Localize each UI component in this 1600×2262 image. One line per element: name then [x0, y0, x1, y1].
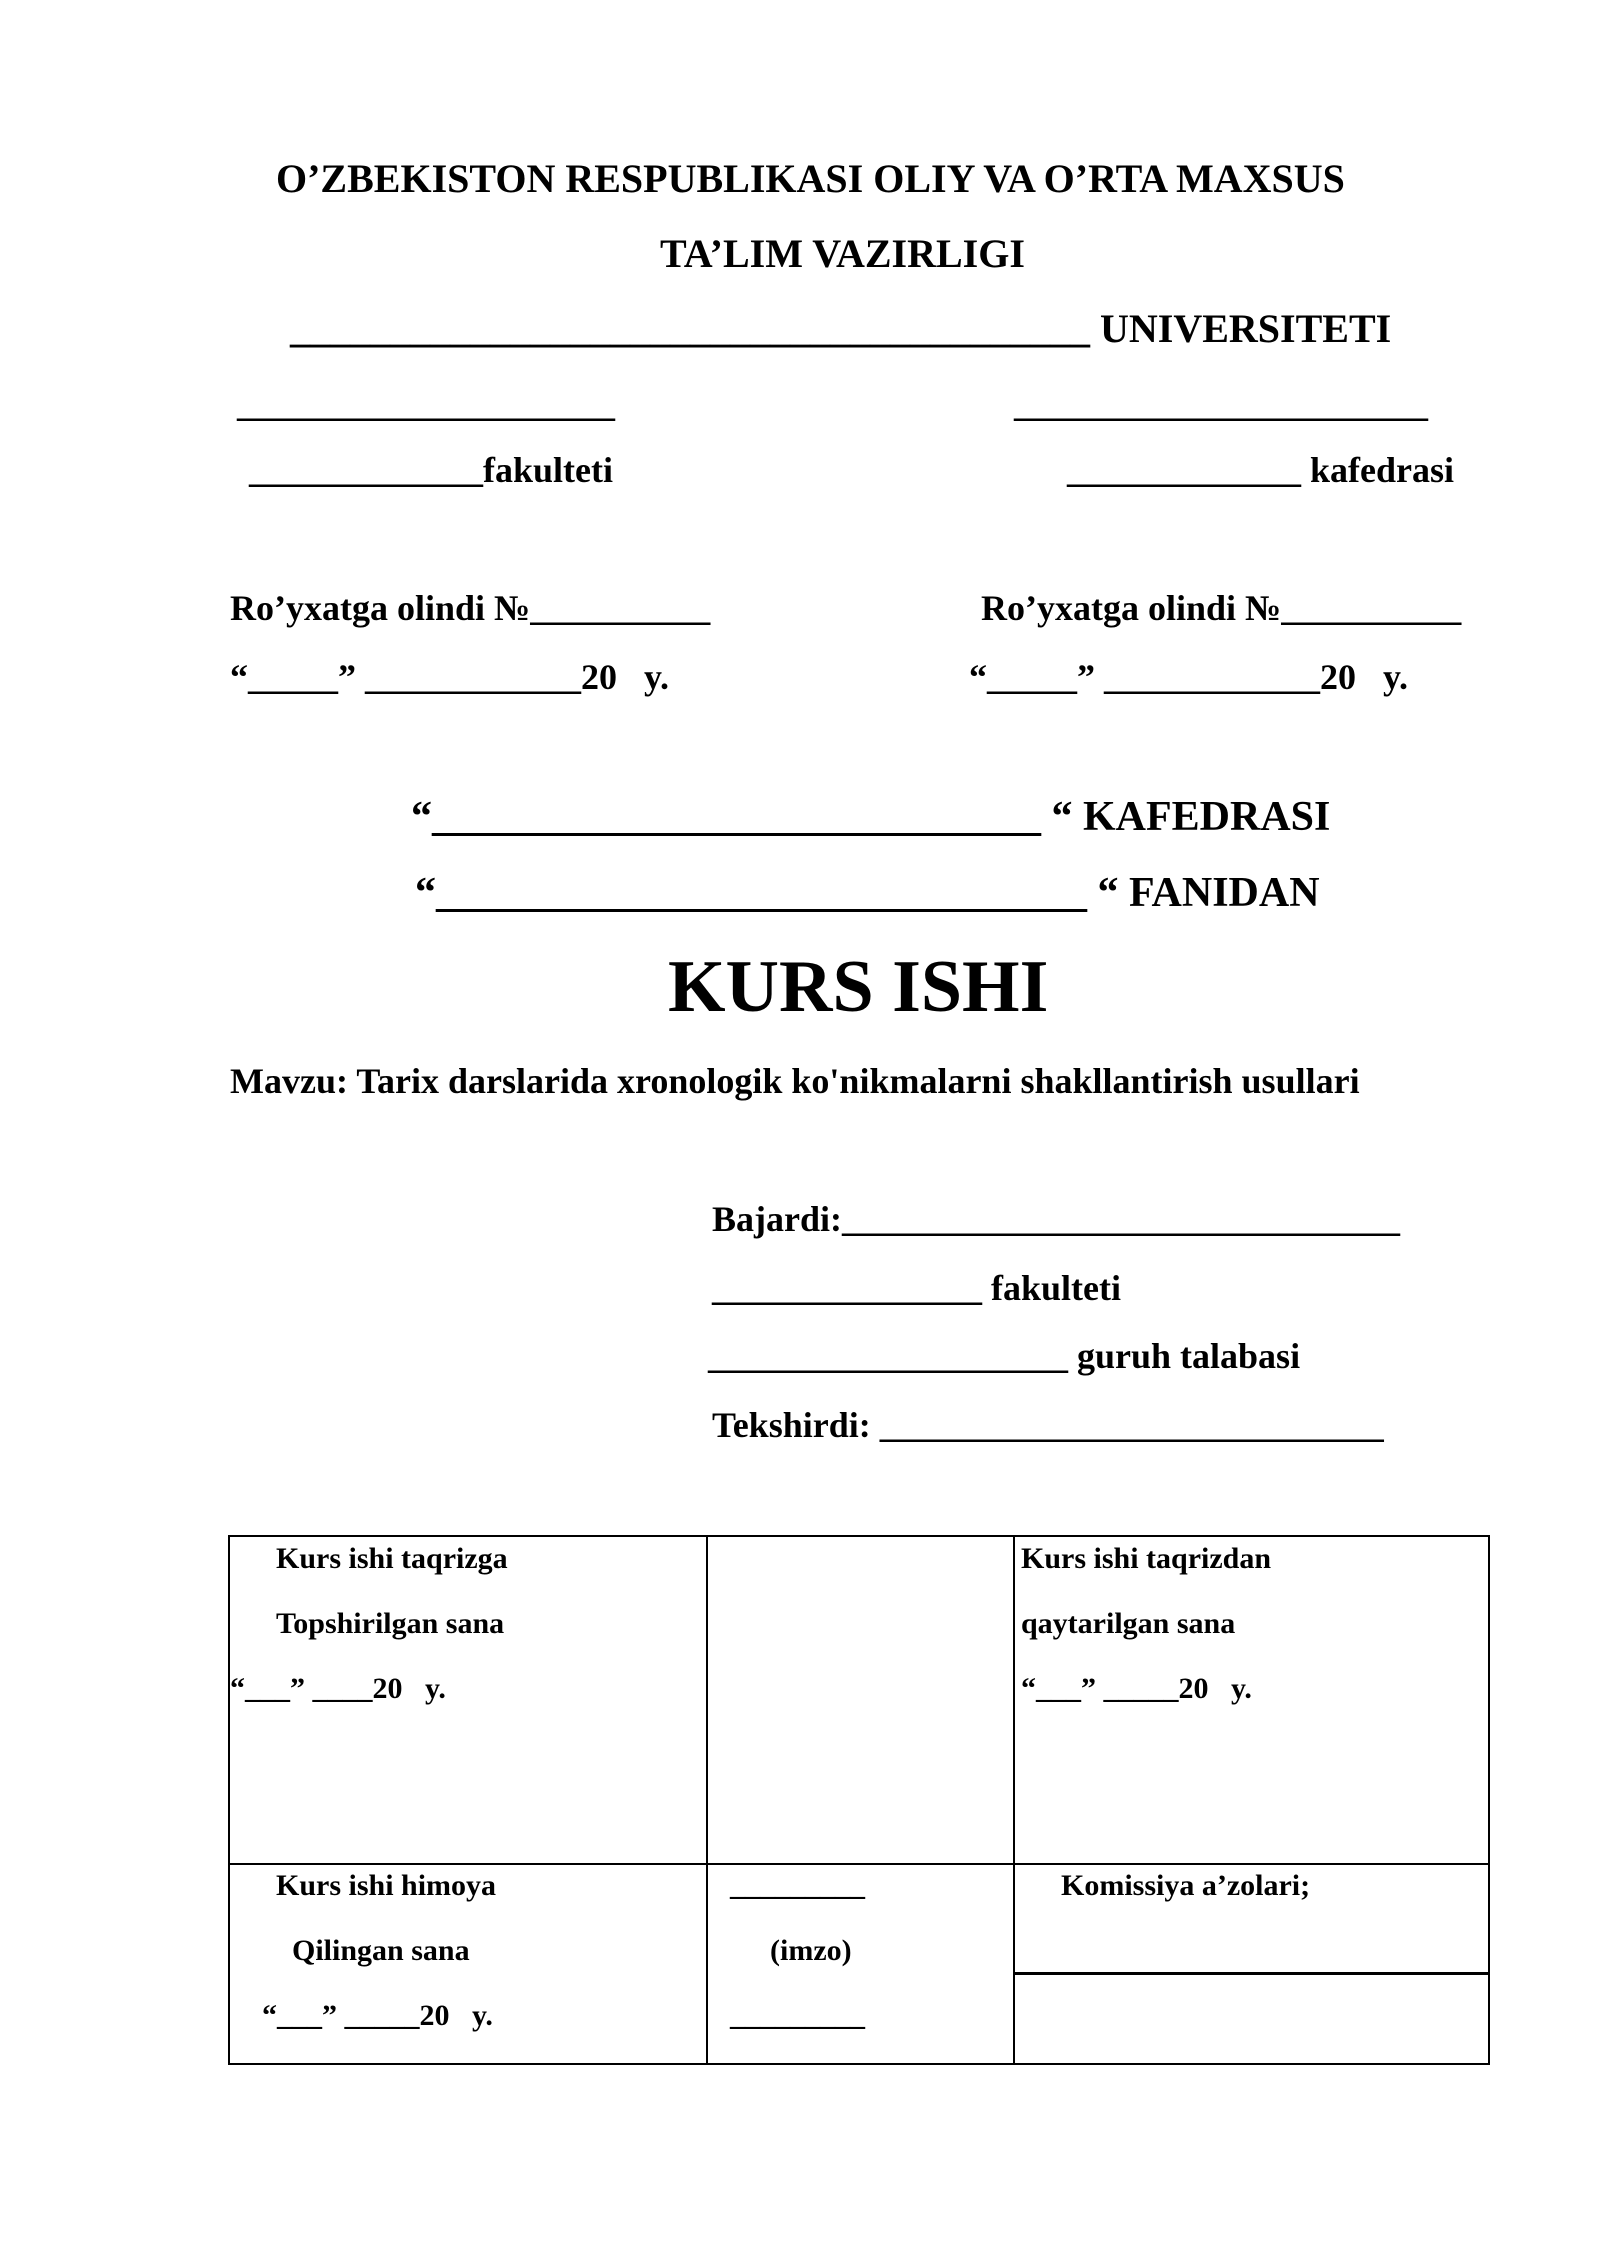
table-divider-1: [706, 1535, 708, 2065]
left-registered: Ro’yxatga olindi №__________: [230, 588, 711, 628]
done-by-line: Bajardi:_______________________________: [712, 1199, 1400, 1239]
doc-title: KURS ISHI: [668, 946, 1049, 1028]
faculty-line: _____________fakulteti: [249, 450, 613, 490]
r2c1-line3: “___” _____20 y.: [262, 1999, 493, 2032]
checked-by-line: Tekshirdi: ____________________________: [712, 1405, 1384, 1445]
right-registered: Ro’yxatga olindi №__________: [981, 588, 1462, 628]
fan-line: “_______________________________ “ FANIDAN: [415, 870, 1320, 916]
right-date: “_____” ____________20 y.: [969, 657, 1409, 697]
r2c1-line2: Qilingan sana: [292, 1934, 470, 1967]
r1c1-line1: Kurs ishi taqrizga: [276, 1542, 508, 1575]
left-blank-line: _____________________: [237, 384, 615, 424]
r1c1-line2: Topshirilgan sana: [276, 1607, 505, 1640]
group-line: ____________________ guruh talabasi: [708, 1336, 1301, 1376]
r1c1-line3: “___” ____20 y.: [230, 1672, 446, 1705]
university-line: ________________________________________ UNIVERSITETI: [290, 306, 1392, 351]
r2c2-line1: _________: [730, 1869, 865, 1902]
kafedra-line: “_____________________________ “ KAFEDRASI: [411, 794, 1331, 840]
ministry-line-1: O’ZBEKISTON RESPUBLIKASI OLIY VA O’RTA MAXSUS: [276, 156, 1345, 201]
topic: Mavzu: Tarix darslarida xronologik ko'nikmalarni shakllantirish usullari: [230, 1061, 1360, 1101]
table-divider-2: [1013, 1535, 1015, 2065]
ministry-line-2: TA’LIM VAZIRLIGI: [660, 231, 1025, 276]
commission-label: Komissiya a’zolari;: [1061, 1869, 1311, 1902]
r1c3-line1: Kurs ishi taqrizdan: [1021, 1542, 1272, 1575]
signature-faculty-line: _______________ fakulteti: [712, 1268, 1121, 1308]
table-row-divider: [228, 1863, 1490, 1865]
r1c3-line3: “___” _____20 y.: [1021, 1672, 1252, 1705]
commission-signature-line: [1013, 1972, 1490, 1975]
imzo-label: (imzo): [770, 1934, 852, 1967]
left-date: “_____” ____________20 y.: [230, 657, 670, 697]
r2c1-line1: Kurs ishi himoya: [276, 1869, 497, 1902]
r1c3-line2: qaytarilgan sana: [1021, 1607, 1236, 1640]
department-line: _____________ kafedrasi: [1067, 450, 1454, 490]
right-blank-line: _______________________: [1014, 384, 1428, 424]
r2c2-line3: _________: [730, 1999, 865, 2032]
